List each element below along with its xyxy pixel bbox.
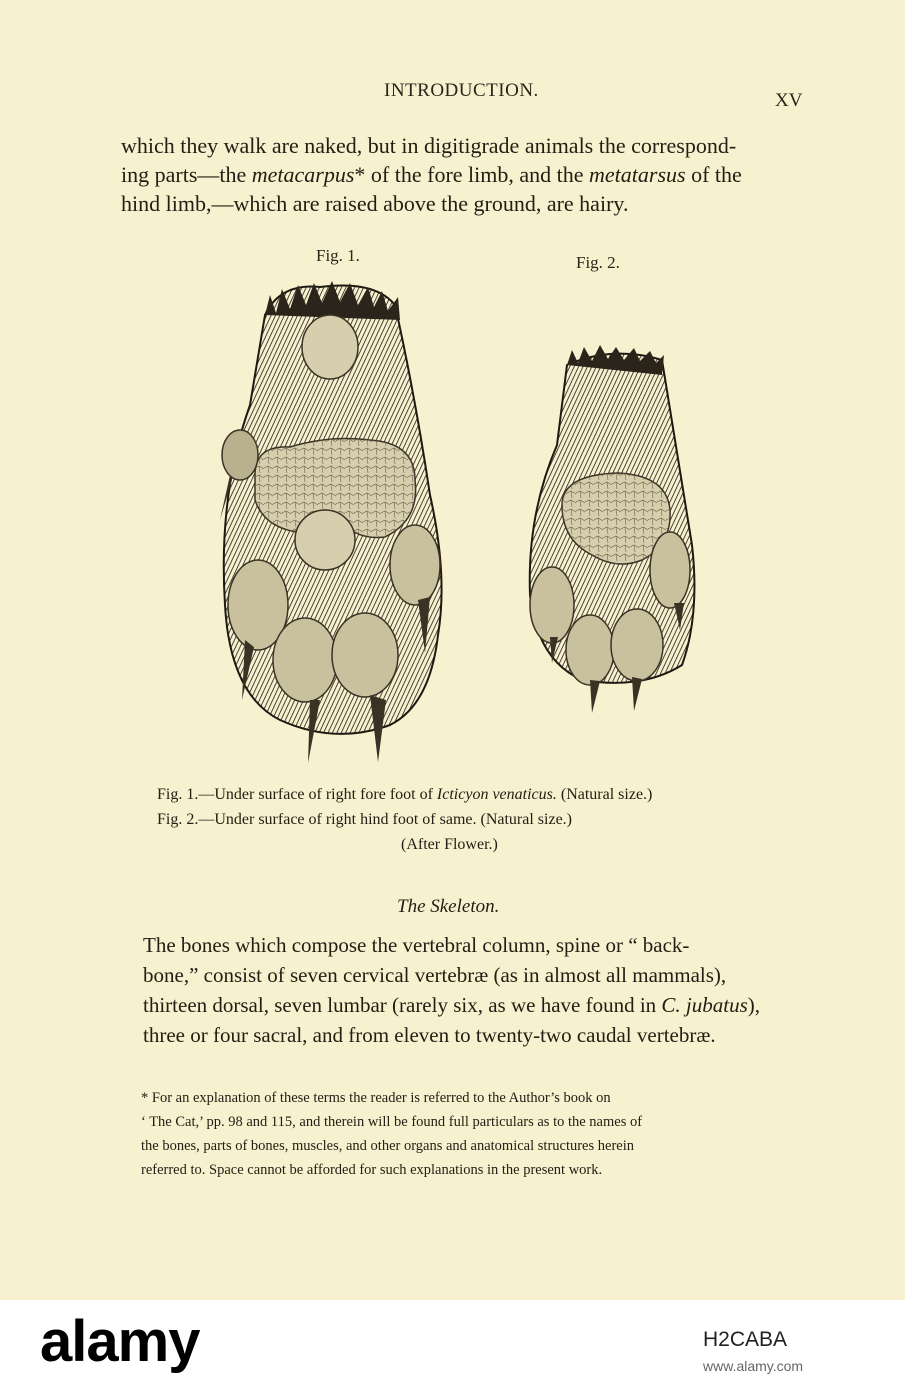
paragraph-line: three or four sacral, and from eleven to twenty-two caudal vertebræ.	[143, 1023, 716, 1047]
figure-1-caption: Fig. 1.—Under surface of right fore foot of Icticyon venaticus. (Natural size.)	[157, 786, 653, 803]
paragraph-line: bone,” consist of seven cervical vertebræ (as in almost all mammals),	[143, 963, 727, 987]
term-metatarsus: metatarsus	[589, 162, 686, 187]
species-name: C. jubatus	[661, 993, 748, 1017]
footnote-line: ‘ The Cat,’ pp. 98 and 115, and therein will be found full particulars as to the names of	[141, 1114, 643, 1130]
figure-1-label: Fig. 1.	[316, 246, 360, 265]
figure-2-hind-foot-illustration	[522, 345, 707, 715]
skeleton-paragraph	[143, 930, 803, 1050]
alamy-logo: alamy	[40, 1309, 200, 1374]
section-heading: The Skeleton.	[397, 896, 500, 917]
footnote-line: the bones, parts of bones, muscles, and other organs and anatomical structures herein	[141, 1138, 634, 1154]
footnote	[141, 1086, 811, 1182]
paragraph-line: thirteen dorsal, seven lumbar (rarely six, as we have found in C. jubatus),	[143, 993, 761, 1017]
figure-1-fore-foot-illustration	[210, 275, 460, 770]
figure-credit: (After Flower.)	[401, 836, 498, 853]
stock-url: www.alamy.com	[703, 1358, 804, 1374]
footnote-line: * For an explanation of these terms the reader is referred to the Author’s book on	[141, 1090, 611, 1106]
figure-2-label: Fig. 2.	[576, 253, 620, 272]
footnote-line: referred to. Space cannot be afforded for such explanations in the present work.	[141, 1162, 603, 1178]
figure-2-caption: Fig. 2.—Under surface of right hind foot of same. (Natural size.)	[157, 811, 572, 828]
paragraph-line: The bones which compose the vertebral column, spine or “ back-	[143, 933, 690, 957]
image-id: H2CABA	[703, 1328, 788, 1351]
opening-paragraph	[121, 131, 801, 218]
page-number: XV	[775, 90, 803, 111]
species-name: Icticyon venaticus.	[436, 786, 557, 803]
paragraph-line: which they walk are naked, but in digitigrade animals the correspond-	[121, 133, 737, 158]
paragraph-line: ing parts—the metacarpus* of the fore limb, and the metatarsus of the	[121, 162, 742, 187]
running-header: INTRODUCTION.	[384, 80, 539, 101]
term-metacarpus: metacarpus	[251, 162, 355, 187]
stock-watermark-bar	[0, 1300, 905, 1390]
paragraph-line: hind limb,—which are raised above the ground, are hairy.	[121, 191, 629, 216]
